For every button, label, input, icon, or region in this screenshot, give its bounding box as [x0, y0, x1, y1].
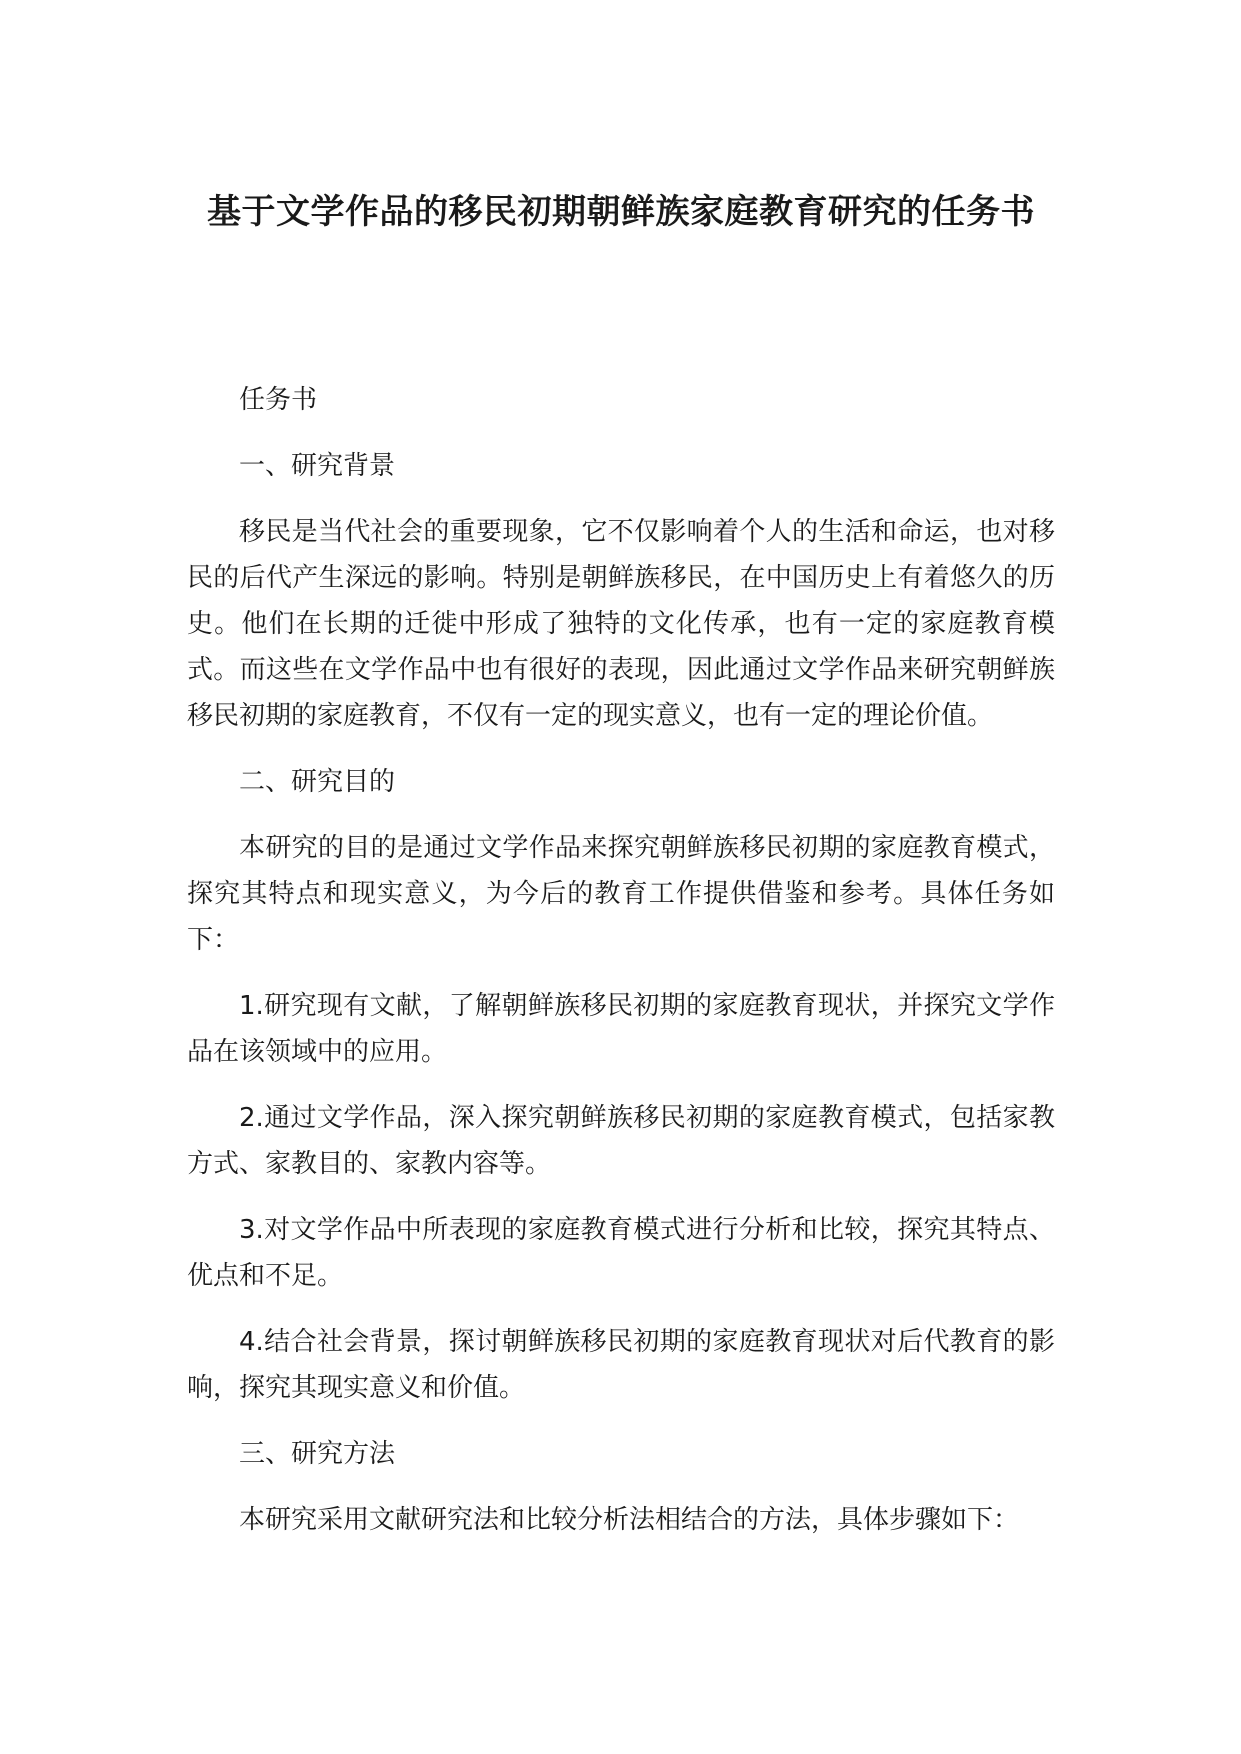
document-title: 基于文学作品的移民初期朝鲜族家庭教育研究的任务书: [207, 192, 1035, 232]
heading-research-method: 三、研究方法: [239, 1439, 396, 1469]
list-item-task-3: 3.对文学作品中所表现的家庭教育模式进行分析和比较，探究其特点、优点和不足。: [187, 1215, 1055, 1291]
list-item-task-4: 4.结合社会背景，探讨朝鲜族移民初期的家庭教育现状对后代教育的影响，探究其现实意义和价值。: [187, 1327, 1055, 1403]
paragraph-task-label: 任务书: [239, 385, 318, 415]
document-body: [187, 377, 1055, 1563]
heading-research-background: 一、研究背景: [239, 451, 396, 481]
list-item-task-1: 1.研究现有文献，了解朝鲜族移民初期的家庭教育现状，并探究文学作品在该领域中的应用。: [187, 991, 1055, 1067]
paragraph-method: 本研究采用文献研究法和比较分析法相结合的方法，具体步骤如下：: [239, 1505, 1020, 1535]
list-item-task-2: 2.通过文学作品，深入探究朝鲜族移民初期的家庭教育模式，包括家教方式、家教目的、家教内容等。: [187, 1103, 1055, 1179]
paragraph-background: 移民是当代社会的重要现象，它不仅影响着个人的生活和命运，也对移民的后代产生深远的影响。特别是朝鲜族移民，在中国历史上有着悠久的历史。他们在长期的迁徙中形成了独特的文化传承，也有一定的家庭教育模式。而这些在文学作品中也有很好的表现，因此通过文学作品来研究朝鲜族移民初期的家庭教育，不仅有一定的现实意义，也有一定的理论价值。: [187, 517, 1055, 731]
paragraph-purpose: 本研究的目的是通过文学作品来探究朝鲜族移民初期的家庭教育模式，探究其特点和现实意义，为今后的教育工作提供借鉴和参考。具体任务如下：: [187, 833, 1055, 955]
heading-research-purpose: 二、研究目的: [239, 767, 396, 797]
